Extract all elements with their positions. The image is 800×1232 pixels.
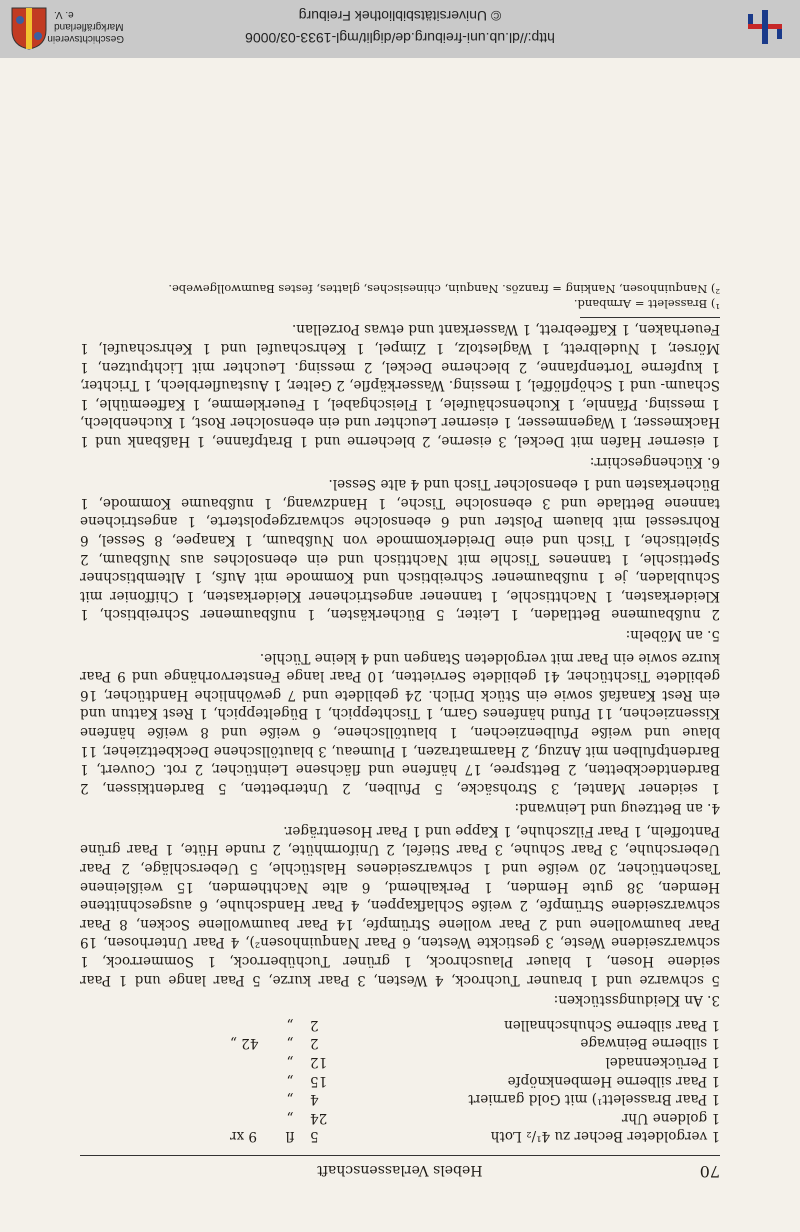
section-text: 5 schwarze und 1 brauner Tuchrock, 4 Westen, 3 Paar kurze, 5 Paar lange und 1 Paar seidene Hosen, 1 blauer Plauschrock, 1 grüner Tuchüberrock, 1 Sommerrock, 1 schwarzseidene Weste, 3 gestickte Westen, 6 Paar Nanquinhosen²), 4 Paar Unterhosen, 19 Paar baumwollene und 2 Paar wollene Strümpfe, 14 Paar baumwollene Socken, 8 Paar schwarzseidene Strümpfe, 2 weiße Schlafkappen, 4 Paar Handschuhe, 6 ausgeschnittene Hemden, 38 gute Hemden, 1 Perkalhemd, 6 alte Nachthemden, 15 weißleinene Taschentücher, 20 weiße und 1 schwarzseidenes Halstüchle, 5 Ueberschläge, 2 Paar Ueberschuhe, 3 Paar Schuhe, 3 Paar Stiefel, 2 Uniformhüte, 2 runde Hüte, 1 Paar grüne Pantoffeln, 1 Paar Filzschuhe, 1 Kappe und 1 Paar Hosenträger. [80, 822, 720, 988]
page-number: 70 [699, 1162, 720, 1181]
list-item: 1 Paar Brasselett¹) mit Gold garniert 4 „ [286, 1091, 720, 1108]
footnote: ²) Nanquinhosen, Nanking = französ. Nanquin, chinesisches, glattes, festes Baumwollgewebe. [168, 281, 720, 296]
running-head [80, 1155, 720, 1180]
section-heading: 5. an Möbeln: [625, 626, 720, 643]
list-item: 1 Perückennadel 12 „ [286, 1054, 720, 1071]
section-text: 1 eiserner Hafen mit Deckel, 3 eiserne, 2 blecherne und 1 Bratpfanne, 1 Haßbank und 1 Hackmesser, 1 Wagenmesser, 1 eiserner Leuchter und ein ebensolcher Rost, 1 Kuchenblech, 1 messing. Pfännle, 1 Kuchenschäufele, 1 Fleischgabel, 1 Feuerklemme, 1 Kaffeemühle, 1 Schaum- und 1 Schöpflöffel, 1 messing. Wasserkäpfle, 2 Gelter, 1 Austauflerblech, 1 Trichter, 1 kupferne Tortenpfanne, 2 blecherne Deckel, 2 messing. Leuchter mit Lichtputzen, 1 Mörser, 1 Nudelbrett, 1 Waglestolz, 1 Zimpel, 1 Kehrschaufel und 1 Kehrschaufel, 1 Feuerhaken, 1 Kaffeebrett, 1 Wasserkant und etwas Porzellan. [80, 321, 720, 450]
list-item: 1 vergoldeter Becher zu 4¹/₂ Loth 5 fl 9 xr [230, 1128, 720, 1145]
list-item: 1 goldene Uhr 24 „ [286, 1109, 720, 1126]
item-list [80, 1015, 720, 1145]
document-url[interactable]: http://dl.ub.uni-freiburg.de/diglit/mgl-1933-03/0006 [245, 30, 555, 46]
footnotes [80, 281, 720, 311]
footnote-divider [580, 317, 720, 318]
university-library-logo-icon [742, 8, 788, 46]
list-item: 1 Paar silberne Schuhschnallen 2 „ [286, 1016, 720, 1033]
footnote: ¹) Brasselett = Armband. [573, 296, 720, 311]
copyright-notice: © Universitätsbibliothek Freiburg [298, 8, 502, 24]
section-text: 1 seidener Mantel, 3 Strohsäcke, 5 Pfulben, 2 Unterbetten, 5 Bardentkissen, 2 Bardentdeckbetten, 2 Bettspree, 17 hänfene und flächsene Leintücher, 2 rot. Couvert, 1 Bardentpfulben mit Anzug, 2 Haarmatrazen, 1 Plumeau, 3 blautöllschene Deckbettzieher, 11 blaue und weiße Pfulbenziechen, 1 blautöllschene, 6 weiße und 8 weiße hänfene Kissenziechen, 11 Pfund hänfenes Garn, 1 Tischteppich, 1 Bügelteppich, 1 Rest Kattun und ein Rest Kanafaß sowie ein Stück Drilch. 24 gebildete und 7 gewöhnliche Handtücher, 16 gebildete Tischtücher, 41 gebildete Servietten, 10 Paar lange Fenstervorhänge und 9 Paar kurze sowie ein Paar mit vergoldeten Stangen und 4 kleine Tüchle. [80, 649, 720, 796]
section-heading: 6. Küchengeschirr: [589, 453, 720, 470]
section-heading: 3. An Kleidungsstücken: [553, 992, 720, 1009]
running-title: Hebels Verlassenschaft [317, 1162, 483, 1178]
stamp-band [0, 0, 800, 58]
section-text: 2 nußbaumene Bettladen, 1 Leiter, 5 Bücherkästen, 1 nußbaumener Schreibtisch, 1 Kleiderkasten, 1 Nachttischle, 1 tannener angestrichener Kleiderkasten, 1 Chiffonier mit Schubladen, je 1 nußbaumener Schreibtisch und Kommode mit Aufs, 1 Altembtischner Spettischle, 1 tannenes Tischle mit Nachttisch und ein ebensolches aus Nußbaum, 2 Spieltische, 1 Tisch und eine Dreiderkommode von Nußbaum, 1 Kanapee, 8 Sessel, 6 Rohrsessel mit blauem Polster und 6 ebensolche schwarzgepolsterte, 1 angestrichene tannene Bettlade und 3 ebensolche Tische, 1 Handzwang, 1 nußbaume Kommode, 1 Bücherkasten und 1 ebensolcher Tisch und 4 alte Sessel. [80, 476, 720, 623]
org-name: Geschichtsverein Markgräflerland e. V. [47, 9, 124, 44]
list-item: 1 Paar silberne Hembenknöpfe 15 „ [286, 1072, 720, 1089]
section-heading: 4. an Bettzeug und Leinwand: [514, 800, 720, 817]
list-item: 1 silberne Beinwage 2 „ 42 „ [230, 1035, 720, 1052]
document-page [80, 185, 720, 1180]
